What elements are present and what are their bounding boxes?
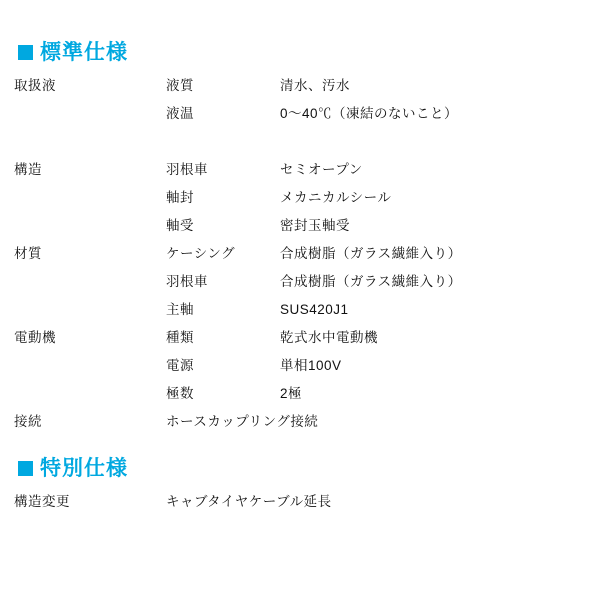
row-value: 0〜40℃（凍結のないこと） xyxy=(280,105,459,121)
table-row xyxy=(14,324,586,352)
row-category xyxy=(14,184,166,212)
row-item: 極数 xyxy=(166,385,194,401)
table-row xyxy=(14,380,586,408)
table-row xyxy=(14,156,586,184)
row-value: 乾式水中電動機 xyxy=(280,329,378,345)
row-item: 軸封 xyxy=(166,189,194,205)
row-item xyxy=(166,128,280,156)
row-value: 合成樹脂（ガラス繊維入り） xyxy=(280,273,462,289)
section-title: 標準仕様 xyxy=(40,41,128,64)
table-row xyxy=(14,296,586,324)
row-item: 電源 xyxy=(166,357,194,373)
row-value: 2極 xyxy=(280,385,303,401)
row-value: 密封玉軸受 xyxy=(280,217,350,233)
row-category xyxy=(14,296,166,324)
row-value: 清水、汚水 xyxy=(280,77,350,93)
section-heading-special xyxy=(18,458,586,479)
row-item: 羽根車 xyxy=(166,161,208,177)
section-title: 特別仕様 xyxy=(40,457,128,480)
row-item: 液温 xyxy=(166,105,194,121)
row-item: 種類 xyxy=(166,329,194,345)
table-row-spacer xyxy=(14,128,586,156)
row-item: 羽根車 xyxy=(166,273,208,289)
table-row xyxy=(14,72,586,100)
row-value xyxy=(280,128,586,156)
row-category xyxy=(14,352,166,380)
row-category xyxy=(14,212,166,240)
row-category xyxy=(14,268,166,296)
row-category: 接続 xyxy=(14,413,42,429)
table-row xyxy=(14,184,586,212)
row-category: 材質 xyxy=(14,245,42,261)
square-bullet-icon xyxy=(18,45,33,60)
row-category: 電動機 xyxy=(14,329,56,345)
standard-spec-table xyxy=(14,72,586,436)
row-value: 合成樹脂（ガラス繊維入り） xyxy=(280,245,462,261)
row-category: 構造 xyxy=(14,161,42,177)
section-heading-standard xyxy=(18,42,586,63)
row-category xyxy=(14,380,166,408)
row-item: ケーシング xyxy=(166,245,236,261)
row-category xyxy=(14,128,166,156)
square-bullet-icon xyxy=(18,461,33,476)
row-value: キャブタイヤケーブル延長 xyxy=(166,493,332,509)
row-value: セミオープン xyxy=(280,161,363,177)
table-row xyxy=(14,212,586,240)
table-row xyxy=(14,240,586,268)
section-spacer xyxy=(14,436,586,458)
special-spec-table xyxy=(14,488,586,516)
table-row xyxy=(14,408,586,436)
row-value: ホースカップリング接続 xyxy=(166,413,319,429)
row-category: 構造変更 xyxy=(14,493,70,509)
table-row xyxy=(14,488,586,516)
row-category xyxy=(14,100,166,128)
row-item: 主軸 xyxy=(166,301,194,317)
row-value: 単相100V xyxy=(280,357,342,373)
row-item: 軸受 xyxy=(166,217,194,233)
table-row xyxy=(14,268,586,296)
table-row xyxy=(14,100,586,128)
row-category: 取扱液 xyxy=(14,77,56,93)
row-value: SUS420J1 xyxy=(280,301,349,317)
table-row xyxy=(14,352,586,380)
row-item: 液質 xyxy=(166,77,194,93)
row-value: メカニカルシール xyxy=(280,189,392,205)
